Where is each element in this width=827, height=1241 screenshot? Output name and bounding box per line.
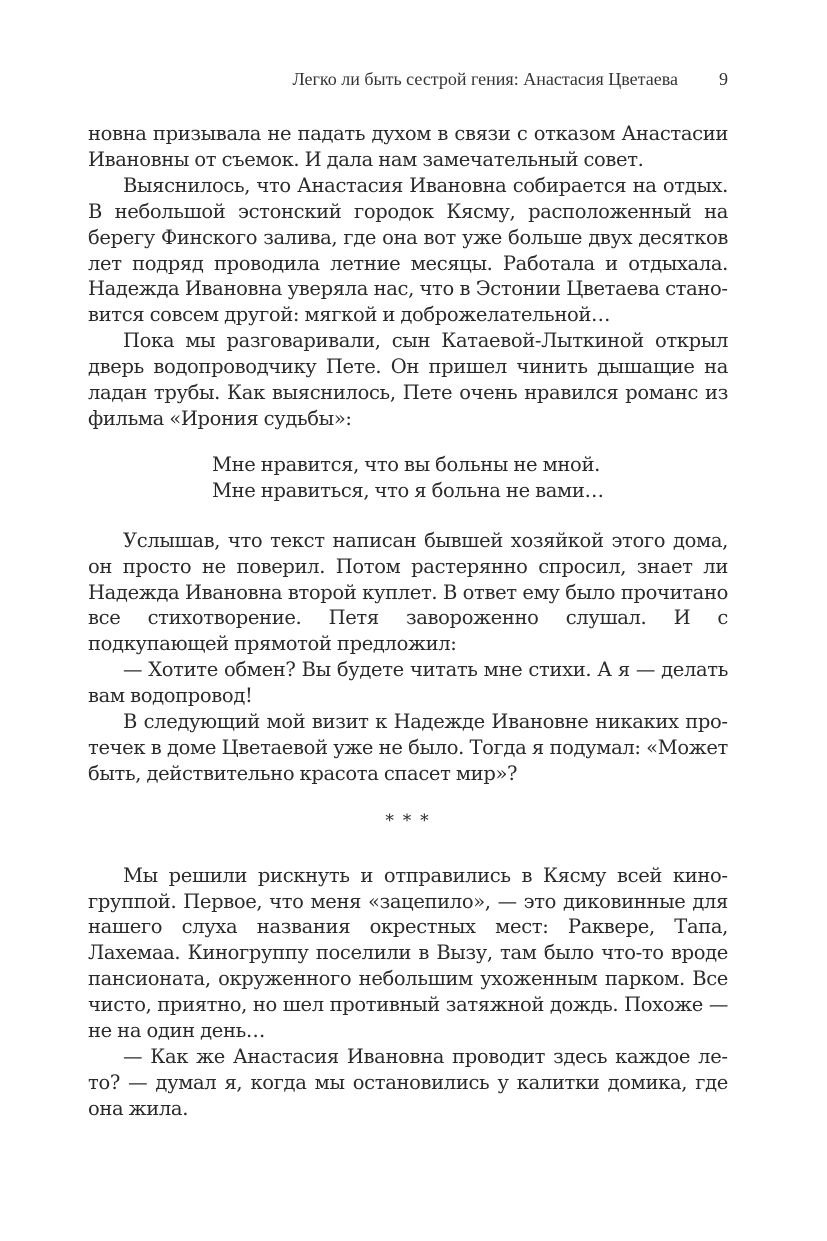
paragraph: В следующий мой визит к Надежде Ивановне никаких протечек в доме Цветаевой уже не было. Тогда я подумал: «Может быть, действительно красота спасет мир»? (88, 710, 728, 785)
dialogue-line: — Хотите обмен? Вы будете читать мне стихи. А я — делать вам водопровод! (88, 658, 728, 708)
poem-quote (88, 452, 728, 504)
poem-line: Мне нравиться, что я больна не вами… (212, 478, 604, 502)
paragraph: Выяснилось, что Анастасия Ивановна собирается на отдых. В небольшой эстонский городок Кясму, расположенный на берегу Финского залива, где она вот уже больше двух десятков лет подряд проводила летние месяцы. Работала и отдыхала. Надежда Ивановна уверяла нас, что в Эстонии Цветаева становится совсем другой: мягкой и доброжелательной… (88, 173, 728, 327)
paragraph: Пока мы разговаривали, сын Катаевой-Лыткиной открыл дверь водопроводчику Пете. Он пришел чинить дышащие на ладан трубы. Как выяснилось, Пете очень нравился романс из фильма «Ирония судьбы»: (88, 329, 728, 430)
paragraph: Услышав, что текст написан бывшей хозяйкой этого дома, он просто не поверил. Потом растерянно спросил, знает ли Надежда Ивановна второй куплет. В ответ ему было прочитано все стихотворение. Петя завороженно слушал. И с подкупающей прямотой предложил: (88, 528, 728, 656)
dialogue-line: — Как же Анастасия Ивановна проводит здесь каждое лето? — думал я, когда мы остановились у калитки домика, где она жила. (88, 1045, 728, 1120)
page-number: 9 (719, 69, 728, 89)
running-head (88, 66, 728, 92)
page-body (88, 121, 728, 1122)
running-head-title: Легко ли быть сестрой гения: Анастасия Цветаева (292, 69, 678, 89)
paragraph: Мы решили рискнуть и отправились в Кясму всей киногруппой. Первое, что меня «зацепило», — это диковинные для нашего слуха названия окрестных мест: Раквере, Тапа, Лахемаа. Киногруппу поселили в Вызу, там было что-то вроде пансионата, окруженного небольшим ухоженным парком. Все чисто, приятно, но шел противный затяжной дождь. Похоже — не на один день… (88, 863, 728, 1043)
poem-line: Мне нравится, что вы больны не мной. (212, 452, 600, 476)
paragraph-continued: новна призывала не падать духом в связи с отказом Анастасии Ивановны от съемок. И дала нам замечательный совет. (88, 122, 728, 171)
section-separator: * * * (385, 810, 431, 831)
